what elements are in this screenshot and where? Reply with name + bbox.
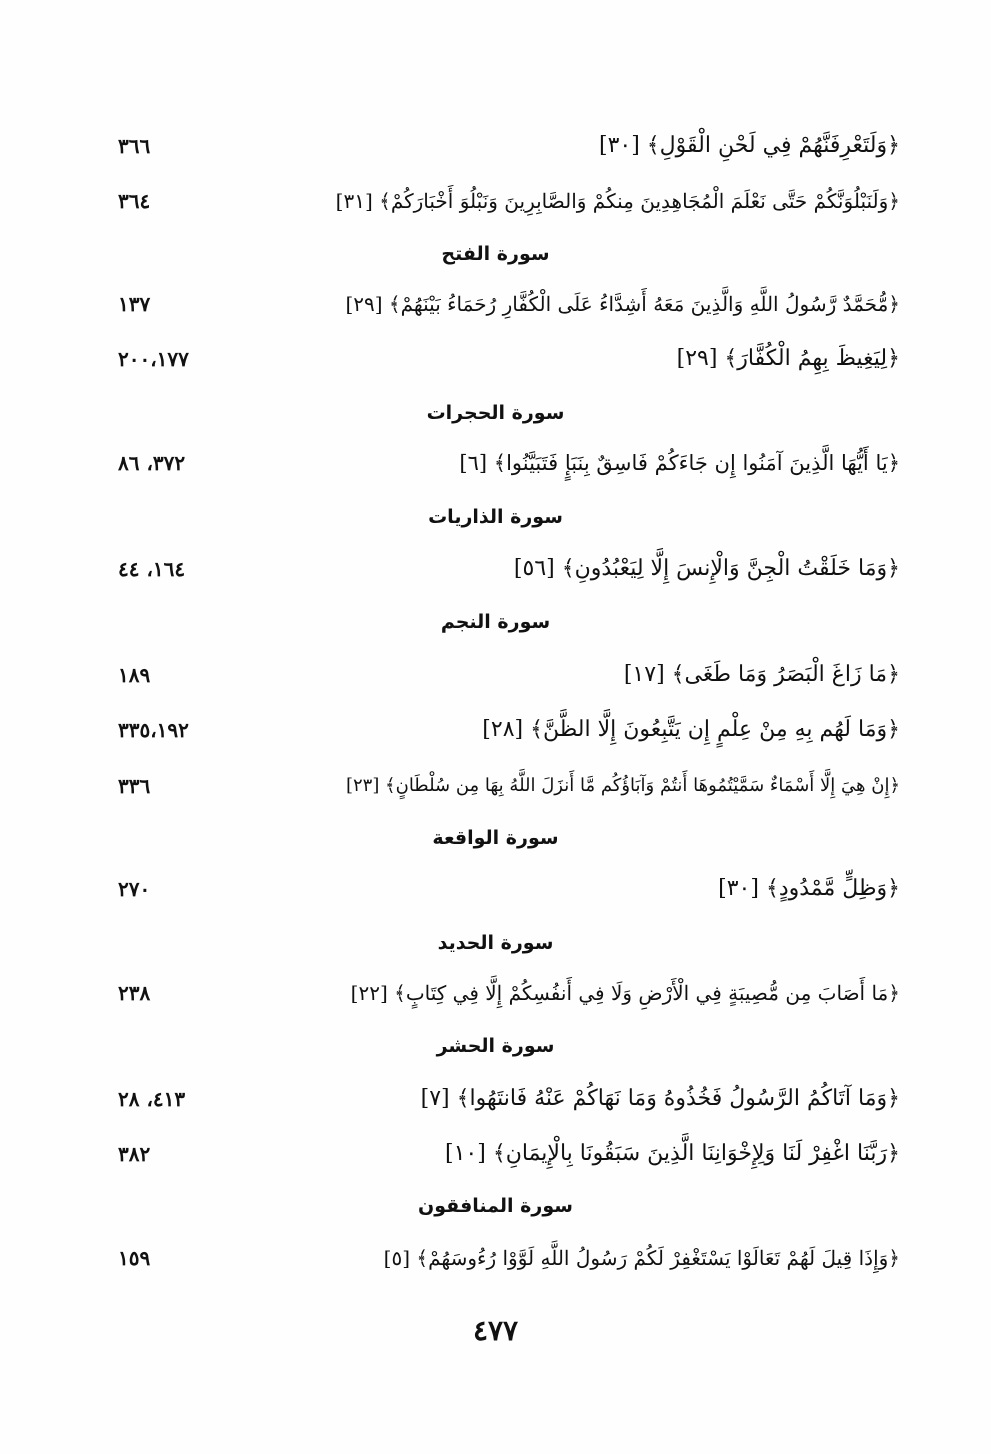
verse-text: ﴿إِنْ هِيَ إِلَّا أَسْمَاءٌ سَمَّيْتُمُوهَا أَنتُمْ وَآبَاؤُكُم مَّا أَنزَلَ اللَّهُ بِهَا مِن سُلْطَانٍ﴾ [٢٣]	[345, 775, 900, 796]
verse-entry	[118, 973, 900, 1013]
verse-entry	[118, 181, 900, 221]
page-references: ١٦٤، ٤٤	[118, 557, 186, 581]
verse-text: ﴿يَا أَيُّهَا الَّذِينَ آمَنُوا إِن جَاءَكُمْ فَاسِقٌ بِنَبَإٍ فَتَبَيَّنُوا﴾ [٦]	[459, 451, 900, 475]
page-references: ١٨٩	[118, 663, 151, 687]
verse-text: ﴿مَا زَاغَ الْبَصَرُ وَمَا طَغَى﴾ [١٧]	[623, 662, 900, 687]
surah-heading: سورة الحجرات	[426, 402, 565, 424]
page-references: ٣٣٥،١٩٢	[118, 718, 189, 742]
verse-text: ﴿وَظِلٍّ مَّمْدُودٍ﴾ [٣٠]	[718, 876, 900, 901]
verse-entry	[118, 1238, 900, 1278]
page-references: ١٥٩	[118, 1246, 151, 1270]
verse-text: ﴿وَإِذَا قِيلَ لَهُمْ تَعَالَوْا يَسْتَغْفِرْ لَكُمْ رَسُولُ اللَّهِ لَوَّوْا رُءُوسَهُمْ﴾ [٥]	[383, 1246, 900, 1270]
verse-entry	[118, 443, 900, 483]
page-references: ٤١٣، ٢٨	[118, 1087, 186, 1111]
verse-entry	[118, 1134, 900, 1174]
surah-heading: سورة الحشر	[436, 1035, 555, 1057]
verse-text: ﴿وَمَا خَلَقْتُ الْجِنَّ وَالْإِنسَ إِلَّا لِيَعْبُدُونِ﴾ [٥٦]	[513, 556, 900, 581]
page-references: ١٣٧	[118, 292, 151, 316]
verse-entry	[118, 710, 900, 750]
verse-entry	[118, 1079, 900, 1119]
verse-text: ﴿مَا أَصَابَ مِن مُّصِيبَةٍ فِي الْأَرْضِ وَلَا فِي أَنفُسِكُمْ إِلَّا فِي كِتَابٍ﴾ [٢٢]	[350, 981, 900, 1005]
surah-heading: سورة الفتح	[441, 243, 550, 265]
surah-heading: سورة الواقعة	[432, 827, 559, 849]
verse-entry	[118, 126, 900, 166]
page-references: ٣٨٢	[118, 1142, 151, 1166]
verse-text: ﴿رَبَّنَا اغْفِرْ لَنَا وَلِإِخْوَانِنَا الَّذِينَ سَبَقُونَا بِالْإِيمَانِ﴾ [١٠]	[445, 1141, 900, 1166]
verse-text: ﴿وَلَتَعْرِفَنَّهُمْ فِي لَحْنِ الْقَوْلِ﴾ [٣٠]	[598, 133, 900, 158]
page-references: ٢٧٠	[118, 877, 151, 901]
verse-entry	[118, 339, 900, 379]
surah-heading: سورة الذاريات	[428, 506, 563, 528]
verse-text: ﴿وَلَنَبْلُوَنَّكُمْ حَتَّى نَعْلَمَ الْمُجَاهِدِينَ مِنكُمْ وَالصَّابِرِينَ وَنَبْلُوَ أَخْبَارَكُمْ﴾ [٣١]	[335, 189, 900, 213]
verse-text: ﴿وَمَا آتَاكُمُ الرَّسُولُ فَخُذُوهُ وَمَا نَهَاكُمْ عَنْهُ فَانتَهُوا﴾ [٧]	[420, 1086, 900, 1111]
page-references: ٣٦٦	[118, 134, 151, 158]
page-references: ٣٦٤	[118, 189, 151, 213]
verse-entry	[118, 869, 900, 909]
surah-heading: سورة النجم	[440, 611, 551, 633]
verse-text: ﴿وَمَا لَهُم بِهِ مِنْ عِلْمٍ إِن يَتَّبِعُونَ إِلَّا الظَّنَّ﴾ [٢٨]	[482, 717, 900, 742]
verse-text: ﴿لِيَغِيظَ بِهِمُ الْكُفَّارَ﴾ [٢٩]	[676, 346, 900, 371]
verse-entry	[118, 284, 900, 324]
page-references: ٢٣٨	[118, 981, 151, 1005]
verse-entry	[118, 766, 900, 806]
page-references: ٢٠٠،١٧٧	[118, 347, 189, 371]
page-references: ٣٧٢، ٨٦	[118, 451, 186, 475]
page-references: ٣٣٦	[118, 774, 151, 798]
surah-heading: سورة المنافقون	[418, 1195, 573, 1217]
surah-heading: سورة الحديد	[437, 932, 554, 954]
verse-entry	[118, 655, 900, 695]
verse-text: ﴿مُّحَمَّدٌ رَّسُولُ اللَّهِ وَالَّذِينَ مَعَهُ أَشِدَّاءُ عَلَى الْكُفَّارِ رُحَمَاءُ بَيْنَهُمْ﴾ [٢٩]	[345, 292, 900, 316]
page-number: ٤٧٧	[472, 1314, 519, 1347]
verse-entry	[118, 549, 900, 589]
